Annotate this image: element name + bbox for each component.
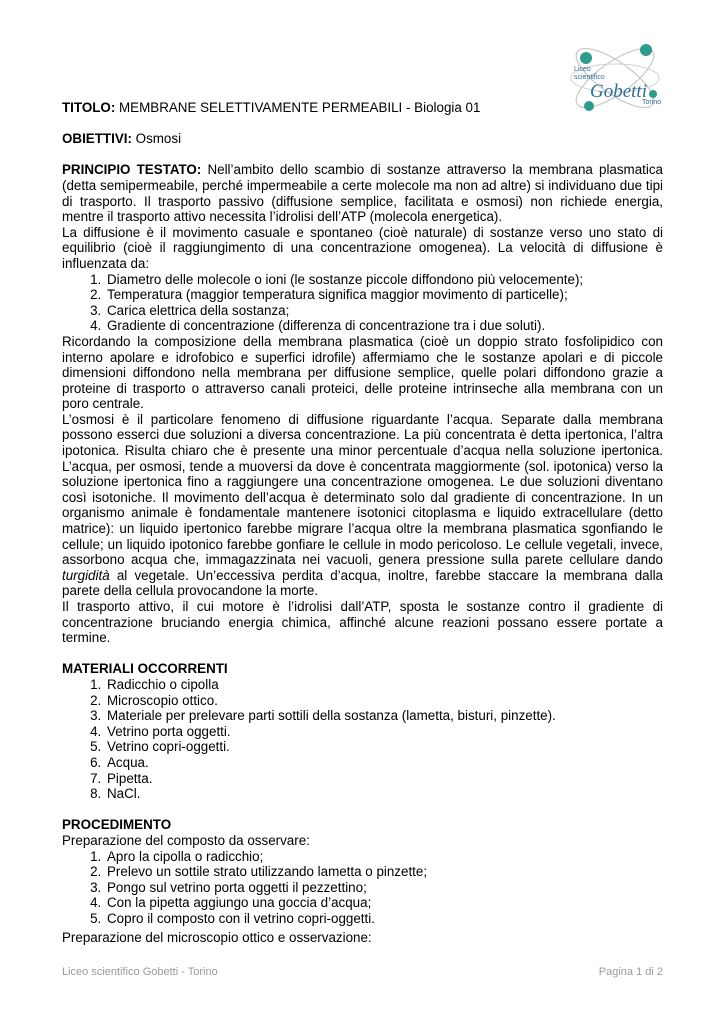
procedure-sub2: Preparazione del microscopio ottico e osservazione: xyxy=(62,930,372,946)
materials-heading xyxy=(62,661,663,677)
objectives-text: Osmosi xyxy=(131,131,182,147)
factors-list xyxy=(62,272,663,334)
footer-school: Liceo scientifico Gobetti - Torino xyxy=(62,966,218,978)
principle-label: PRINCIPIO TESTATO: xyxy=(62,162,202,178)
p4-before: L’osmosi è il particolare fenomeno di diffusione riguardante l’acqua. Separate dalla membrana possono esserci due soluzioni a diversa concentrazione. La più concentrata è detta ipertonica, l’altra ipotonica. Risulta chiaro che è presente una minor percentuale d’acqua nella soluzione ipertonica. L’acqua, per osmosi, tende a muoversi da dove è concentrata maggiormente (sol. ipotonica) verso la soluzione ipertonica fino a raggiungere una concentrazione omogenea. Le due soluzioni diventano così isotoniche. Il movimento dell’acqua è determinato solo dal gradiente di concentrazione. In un organismo animale è fondamentale mantenere isotonici citoplasma e liquido extracellulare (detto matrice): un liquido ipertonico farebbe migrare l’acqua oltre la membrana plasmatica sgonfiando le cellule; un liquido ipotonico farebbe gonfiare le cellule in modo pericoloso. Le cellule vegetali, invece, assorbono acqua che, immagazzinata nei vacuoli, genera pressione sulla parete cellulare dando xyxy=(62,411,663,568)
objectives-label: OBIETTIVI: xyxy=(62,131,132,147)
list-item: 3. Pongo sul vetrino porta oggetti il pezzettino; xyxy=(105,880,663,896)
principle-intro-text: Nell’ambito dello scambio di sostanze attraverso la membrana plasmatica (detta semipermeabile, perché impermeabile a certe molecole ma non ad altre) si individuano due tipi di trasporto. Il trasporto passivo (diffusione semplice, facilitata e osmosi) non richiede energia, mentre il trasporto attivo necessita l’idrolisi dell’ATP (molecola energetica). xyxy=(62,162,663,225)
list-item: 8. NaCl. xyxy=(105,786,663,802)
list-item: 1. Apro la cipolla o radicchio; xyxy=(105,849,663,865)
materials-heading-text: MATERIALI OCCORRENTI xyxy=(62,661,228,677)
list-item: 5. Copro il composto con il vetrino copri-oggetti. xyxy=(105,911,663,927)
list-item: 2. Microscopio ottico. xyxy=(105,693,663,709)
procedure-sub1: Preparazione del composto da osservare: xyxy=(62,832,310,848)
list-item: 4. Con la pipetta aggiungo una goccia d’acqua; xyxy=(105,895,663,911)
logo-brand: Gobetti xyxy=(590,81,647,102)
list-item: 5. Vetrino copri-oggetti. xyxy=(105,739,663,755)
title-text: MEMBRANE SELETTIVAMENTE PERMEABILI - Biologia 01 xyxy=(115,100,481,115)
list-item: 3. Carica elettrica della sostanza; xyxy=(105,303,663,319)
procedure-heading-text: PROCEDIMENTO xyxy=(62,817,172,833)
objectives-line xyxy=(62,131,663,147)
list-item: 1. Diametro delle molecole o ioni (le sostanze piccole diffondono più velocemente); xyxy=(105,272,663,288)
list-item: 2. Prelevo un sottile strato utilizzando lametta o pinzette; xyxy=(105,864,663,880)
list-item: 6. Acqua. xyxy=(105,755,663,771)
p4-italic: turgidità xyxy=(62,567,110,583)
title-line xyxy=(62,100,663,116)
list-item: 3. Materiale per prelevare parti sottili della sostanza (lametta, bisturi, pinzette). xyxy=(105,708,663,724)
list-item: 4. Vetrino porta oggetti. xyxy=(105,724,663,740)
principle-p3: Ricordando la composizione della membrana plasmatica (cioè un doppio strato fosfolipidico con interno apolare e idrofobico e superfici idrofile) affermiamo che le sostanze apolari e di piccole dimensioni diffondono nella membrana per diffusione semplice, quelle polari diffondono grazie a proteine di trasporto o attraverso canali proteici, delle proteine intrinseche alla membrana con un poro centrale. xyxy=(62,333,663,412)
logo-line3: Torino xyxy=(642,99,662,106)
principle-p4 xyxy=(62,412,663,599)
list-item: 4. Gradiente di concentrazione (differenza di concentrazione tra i due soluti). xyxy=(105,318,663,334)
principle-p2: La diffusione è il movimento casuale e spontaneo (cioè naturale) di sostanze verso uno stato di equilibrio (cioè il raggiungimento di una concentrazione omogenea). La velocità di diffusione è influenzata da: xyxy=(62,224,663,271)
list-item: 7. Pipetta. xyxy=(105,771,663,787)
title-label: TITOLO: xyxy=(62,100,116,115)
list-item: 1. Radicchio o cipolla xyxy=(105,677,663,693)
principle-p5: Il trasporto attivo, il cui motore è l’idrolisi dall’ATP, sposta le sostanze contro il gradiente di concentrazione bruciando energia chimica, affinché alcune reazioni possano essere portate a termine. xyxy=(62,599,663,646)
document-body xyxy=(62,100,663,946)
logo-line1: Liceo xyxy=(574,66,591,73)
logo-line2: scientifico xyxy=(574,74,605,81)
procedure-heading xyxy=(62,817,663,833)
footer-page-number: Pagina 1 di 2 xyxy=(598,966,663,978)
principle-intro xyxy=(62,162,663,224)
p4-after: al vegetale. Un’eccessiva perdita d’acqua, inoltre, farebbe staccare la membrana dalla parete della cellula provocandone la morte. xyxy=(62,567,663,599)
procedure-steps xyxy=(62,849,663,927)
materials-list xyxy=(62,677,663,802)
list-item: 2. Temperatura (maggior temperatura significa maggior movimento di particelle); xyxy=(105,287,663,303)
